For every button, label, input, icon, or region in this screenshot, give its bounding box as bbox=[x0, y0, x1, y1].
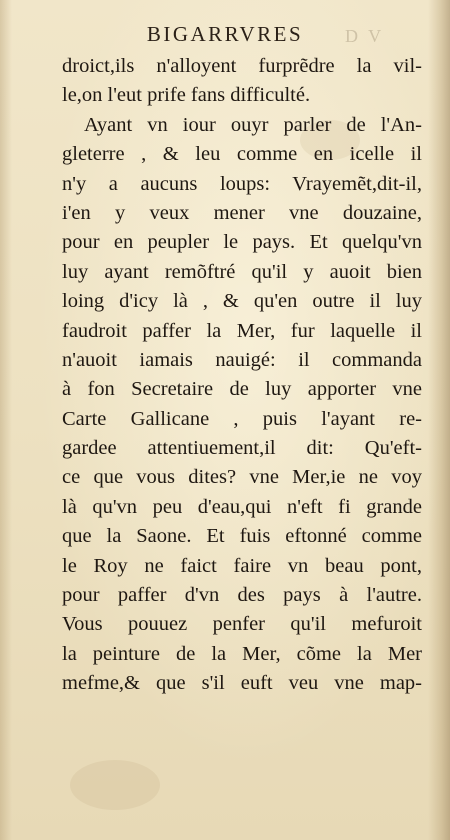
text-line: ce que vous dites? vne Mer,ie ne voy bbox=[62, 466, 422, 489]
text-line: loing d'icy là , & qu'en outre il luy bbox=[62, 290, 422, 313]
text-line: gleterre , & leu comme en icelle il bbox=[62, 143, 422, 166]
text-line: n'auoit iamais nauigé: il commanda bbox=[62, 348, 422, 371]
text-line: luy ayant remõftré qu'il y auoit bien bbox=[62, 260, 422, 283]
page-left-shadow bbox=[0, 0, 12, 840]
text-line: que la Saone. Et fuis eftonné comme bbox=[62, 525, 422, 548]
running-head: BIGARRVRES bbox=[146, 22, 304, 46]
text-line: la peinture de la Mer, cõme la Mer bbox=[62, 642, 422, 665]
text-line: Carte Gallicane , puis l'ayant re- bbox=[62, 407, 422, 430]
text-line: n'y a aucuns loups: Vrayemẽt,dit-il, bbox=[62, 172, 422, 195]
text-line: Vous pouuez penfer qu'il mefuroit bbox=[62, 613, 422, 636]
text-line: le,on l'eut prife fans difficulté. bbox=[62, 84, 311, 107]
paper-stain bbox=[70, 760, 160, 810]
text-line: pour paffer d'vn des pays à l'autre. bbox=[62, 584, 422, 607]
page-gutter-shadow bbox=[428, 0, 450, 840]
body-text bbox=[62, 52, 422, 699]
text-line: faudroit paffer la Mer, fur laquelle il bbox=[62, 319, 422, 342]
bleed-through-text: D V bbox=[345, 26, 385, 46]
text-line: Ayant vn iour ouyr parler de l'An- bbox=[84, 113, 422, 136]
text-line: mefme,& que s'il euft veu vne map- bbox=[62, 672, 422, 695]
text-line: i'en y veux mener vne douzaine, bbox=[62, 201, 422, 224]
text-line: gardee attentiuement,il dit: Qu'eft- bbox=[62, 437, 422, 460]
text-line: à fon Secretaire de luy apporter vne bbox=[62, 378, 422, 401]
text-line: là qu'vn peu d'eau,qui n'eft fi grande bbox=[62, 495, 422, 518]
text-line: droict,ils n'alloyent furprẽdre la vil- bbox=[62, 55, 422, 77]
text-line: le Roy ne faict faire vn beau pont, bbox=[62, 554, 422, 577]
text-line: pour en peupler le pays. Et quelqu'vn bbox=[62, 231, 422, 254]
